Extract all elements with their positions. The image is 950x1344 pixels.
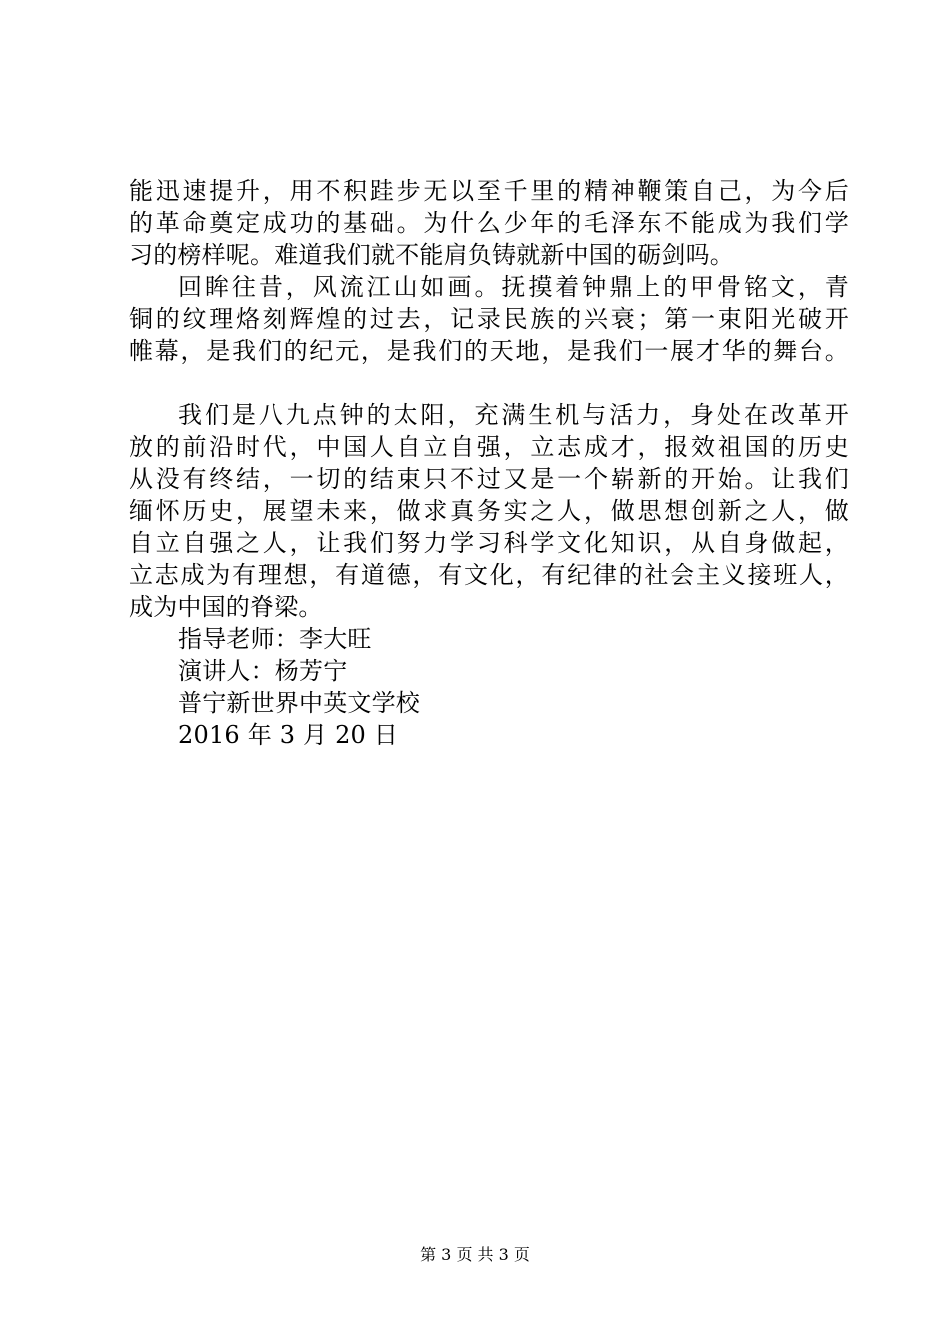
text-line: 立志成为有理想，有道德，有文化，有纪律的社会主义接班人， [129, 561, 849, 589]
school-line: 普宁新世界中英文学校 [178, 689, 420, 717]
document-body [129, 175, 849, 751]
speaker-line: 演讲人：杨芳宁 [178, 657, 348, 685]
paragraph-3 [129, 399, 849, 623]
text-line: 自立自强之人，让我们努力学习科学文化知识，从自身做起， [129, 529, 849, 557]
text-line: 我们是八九点钟的太阳，充满生机与活力，身处在改革开 [178, 401, 849, 429]
text-line: 铜的纹理烙刻辉煌的过去，记录民族的兴衰；第一束阳光破开 [129, 305, 849, 333]
paragraph-spacer [129, 367, 849, 399]
text-line: 缅怀历史，展望未来，做求真务实之人，做思想创新之人，做 [129, 497, 849, 525]
paragraph-2 [129, 271, 849, 367]
text-line: 放的前沿时代，中国人自立自强，立志成才，报效祖国的历史 [129, 433, 849, 461]
text-line: 回眸往昔，风流江山如画。抚摸着钟鼎上的甲骨铭文，青 [178, 273, 849, 301]
text-line: 习的榜样呢。难道我们就不能肩负铸就新中国的砺剑吗。 [129, 241, 734, 269]
date-line: 2016 年 3 月 20 日 [178, 721, 399, 749]
signature-block [129, 623, 849, 751]
text-line: 从没有终结，一切的结束只不过又是一个崭新的开始。让我们 [129, 465, 849, 493]
text-line: 的革命奠定成功的基础。为什么少年的毛泽东不能成为我们学 [129, 209, 849, 237]
text-line: 能迅速提升，用不积跬步无以至千里的精神鞭策自己，为今后 [129, 177, 849, 205]
text-line: 成为中国的脊梁。 [129, 593, 323, 621]
page-number: 第 3 页 共 3 页 [420, 1245, 530, 1264]
advisor-line: 指导老师：李大旺 [178, 625, 372, 653]
text-line: 帷幕，是我们的纪元，是我们的天地，是我们一展才华的舞台。 [129, 337, 849, 365]
paragraph-1 [129, 175, 849, 271]
page-footer [0, 1244, 950, 1266]
